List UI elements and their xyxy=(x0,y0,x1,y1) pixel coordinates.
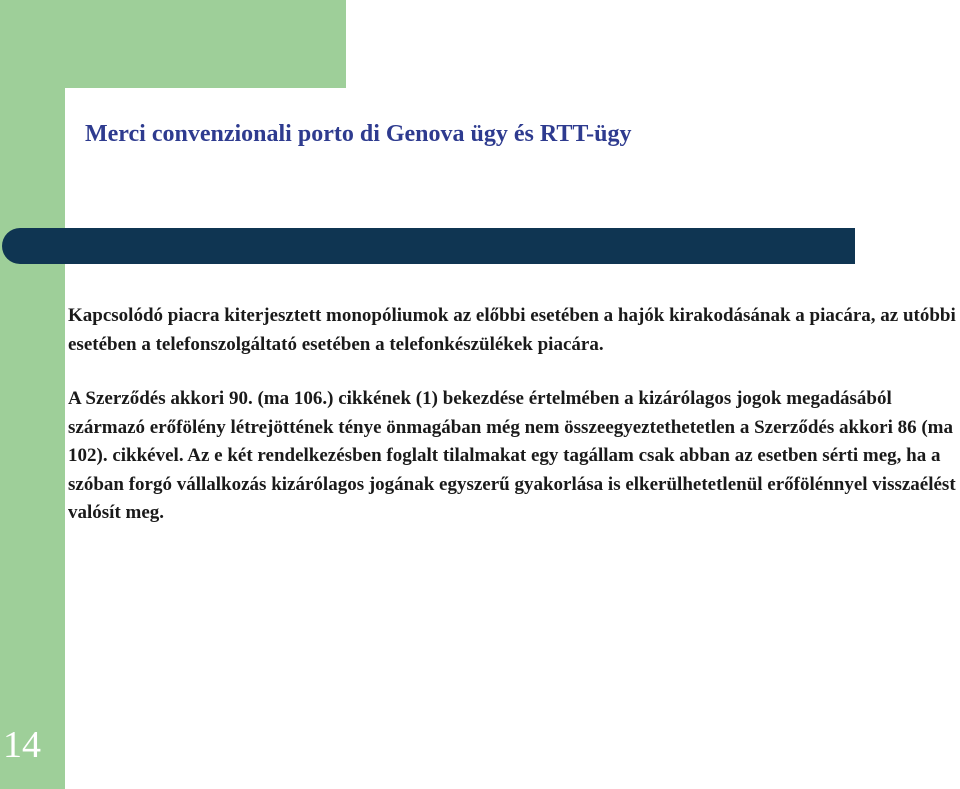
top-accent-band xyxy=(0,0,346,88)
slide-number: 14 xyxy=(3,724,41,766)
body-paragraph-2: A Szerződés akkori 90. (ma 106.) cikkének (1) bekezdése értelmében a kizárólagos jogok megadásából származó erőfölény létrejöttének ténye önmagában még nem összeegyeztethetetlen a Szerződés akkori 86 (ma 102). cikkével. Az e két rendelkezésben foglalt tilalmakat egy tagállam csak abban az esetben sérti meg, ha a szóban forgó vállalkozás kizárólagos jogának egyszerű gyakorlása is elkerülhetetlenül erőfölénnyel visszaélést valósít meg. xyxy=(68,388,956,523)
body-paragraph-1: Kapcsolódó piacra kiterjesztett monopóliumok az előbbi esetében a hajók kirakodásának a piacára, az utóbbi esetében a telefonszolgáltató esetében a telefonkészülékek piacára. xyxy=(68,305,956,355)
slide-title: Merci convenzionali porto di Genova ügy és RTT-ügy xyxy=(85,121,632,147)
left-accent-band xyxy=(0,0,65,789)
slide-body xyxy=(68,302,958,528)
title-divider-bar xyxy=(2,228,855,264)
